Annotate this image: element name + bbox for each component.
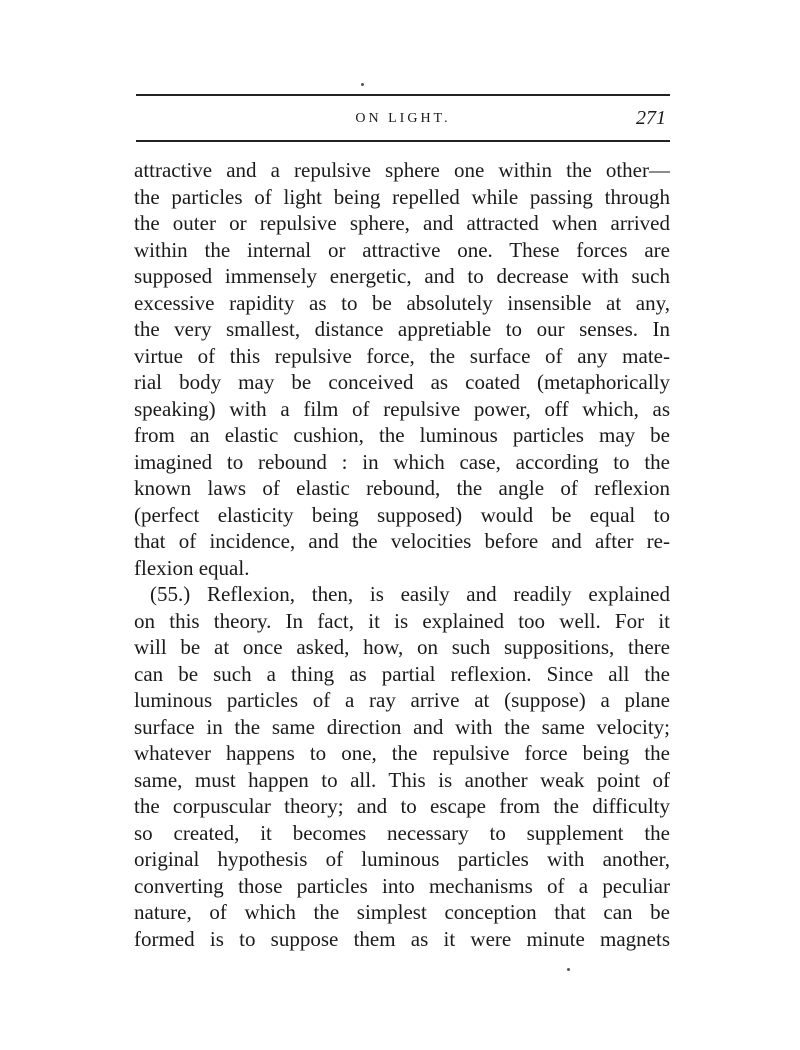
header-top-rule (136, 94, 670, 96)
text-line: known laws of elastic rebound, the angle of reflexion (134, 476, 670, 500)
text-line: converting those particles into mechanisms of a peculiar (134, 873, 670, 898)
text-line: the particles of light being repelled while passing through (134, 184, 670, 209)
header-bottom-rule (136, 140, 670, 142)
text-line: luminous particles of a ray arrive at (suppose) a plane (134, 688, 670, 712)
paper-speck (361, 83, 364, 86)
text-line: within the internal or attractive one. These forces are (134, 237, 670, 262)
text-line: excessive rapidity as to be absolutely insensible at any, (134, 290, 670, 315)
text-line: the corpuscular theory; and to escape from the difficulty (134, 794, 670, 818)
text-line: speaking) with a film of repulsive power, off which, as (134, 396, 670, 421)
body-text (134, 157, 670, 952)
text-line: (55.) Reflexion, then, is easily and readily explained (150, 582, 670, 606)
text-line: on this theory. In fact, it is explained too well. For it (134, 608, 670, 633)
text-line: virtue of this repulsive force, the surface of any mate- (134, 343, 670, 368)
text-line: that of incidence, and the velocities before and after re- (134, 529, 670, 553)
text-line: formed is to suppose them as it were minute magnets (134, 926, 670, 951)
running-title: ON LIGHT. (355, 111, 451, 126)
text-line: flexion equal. (134, 555, 250, 580)
text-line: surface in the same direction and with the same velocity; (134, 714, 670, 739)
text-line: so created, it becomes necessary to supplement the (134, 820, 670, 845)
text-line: same, must happen to all. This is another weak point of (134, 767, 670, 792)
text-line: from an elastic cushion, the luminous particles may be (134, 423, 670, 447)
text-line: the outer or repulsive sphere, and attracted when arrived (134, 211, 670, 235)
text-line: (perfect elasticity being supposed) would be equal to (134, 502, 670, 527)
text-line: whatever happens to one, the repulsive force being the (134, 741, 670, 765)
text-line: will be at once asked, how, on such suppositions, there (134, 635, 670, 659)
text-line: supposed immensely energetic, and to decrease with such (134, 264, 670, 288)
running-head (136, 107, 670, 133)
text-line: nature, of which the simplest conception that can be (134, 900, 670, 924)
page-number: 271 (636, 107, 666, 129)
text-line: imagined to rebound : in which case, according to the (134, 449, 670, 474)
text-line: attractive and a repulsive sphere one within the other— (134, 158, 670, 182)
paper-speck (567, 968, 570, 971)
text-line: rial body may be conceived as coated (metaphorically (134, 370, 670, 394)
text-line: can be such a thing as partial reflexion. Since all the (134, 661, 670, 686)
text-line: the very smallest, distance appretiable to our senses. In (134, 317, 670, 341)
text-line: original hypothesis of luminous particles with another, (134, 847, 670, 871)
